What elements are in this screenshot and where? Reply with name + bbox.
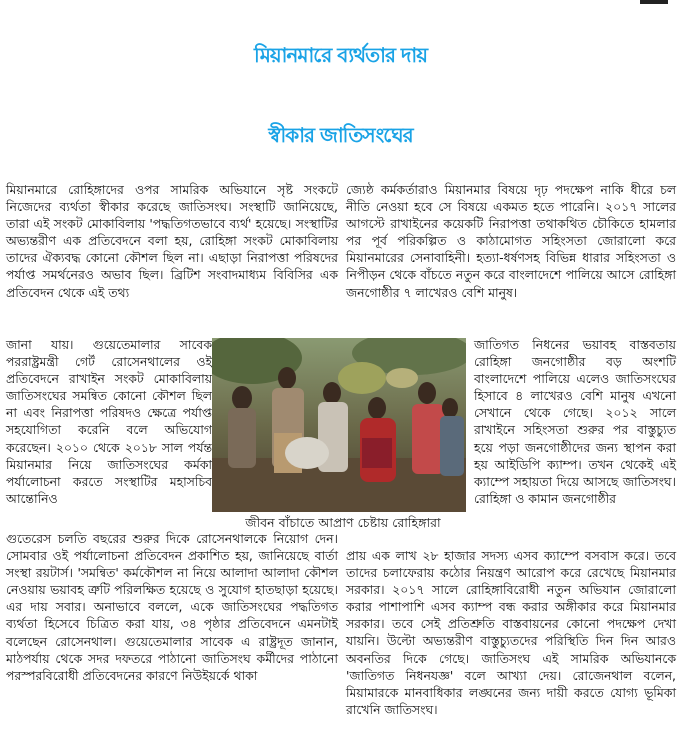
- article-paragraph: মিয়ানমারে রোহিঙ্গাদের ওপর সামরিক অভিযানে সৃষ্ট সংকটে নিজেদের ব্যর্থতা স্বীকার করেছে জাতিসংঘ। সংস্থাটি জানিয়েছে, তারা এই সংকট মোকাবিলায় 'পদ্ধতিগতভাবে ব্যর্থ' হয়েছে। সংস্থাটির অভ্যন্তরীণ এক প্রতিবেদনে বলা হয়, রোহিঙ্গা সংকট মোকাবিলায় তাদের ঐক্যবদ্ধ কোনো কৌশল ছিল না। এছাড়া নিরাপত্তা পরিষদের পর্যাপ্ত সমর্থনেরও অভাব ছিল। ব্রিটিশ সংবাদমাধ্যম বিবিসির এক প্রতিবেদন থেকে এই তথ্য: [6, 182, 338, 300]
- article-column-right-bottom: [346, 547, 676, 718]
- article-paragraph: প্রায় এক লাখ ২৮ হাজার সদস্য এসব ক্যাম্পে বসবাস করে। তবে তাদের চলাফেরায় কঠোর নিয়ন্ত্রণ আরোপ করে রেখেছে মিয়ানমার সরকার। ২০১৭ সালে রোহিঙ্গাবিরোধী নতুন অভিযান জোরালো করার পাশাপাশি এসব ক্যাম্প বন্ধ করার অঙ্গীকার করে মিয়ানমার সরকার। তবে সেই প্রতিশ্রুতি বাস্তবায়নের কোনো পদক্ষেপ দেখা যায়নি। উল্টো অভ্যন্তরীণ বাস্তুচ্যুতদের পরিস্থিতি দিন দিন আরও অবনতির দিকে গেছে। জাতিসংঘ এই সামরিক অভিযানকে 'জাতিগত নিধনযজ্ঞ' বলে আখ্যা দেয়। রোজেনথাল বলেন, মিয়ামারকে মানবাধিকার লঙ্ঘনের জন্য দায়ী করতে যোগ্য ভূমিকা রাখেনি জাতিসংঘ।: [346, 548, 676, 717]
- article-paragraph: গুতেরেস চলতি বছরের শুরুর দিকে রোসেনথালকে নিয়োগ দেন। সোমবার ওই পর্যালোচনা প্রতিবেদন প্রকাশিত হয়, জানিয়েছে বার্তা সংস্থা রয়টার্স। 'সমন্বিত' কর্মকৌশল না নিয়ে আলাদা আলাদা কৌশল নেওয়ায় ভয়াবহ ত্রুটি পরিলক্ষিত হয়েছে ও সুযোগ হাতছাড়া হয়েছে। এর দায় সবার। অনাভাবে বললে, একে জাতিসংঘের পদ্ধতিগত ব্যর্থতা হিসেবে চিত্রিত করা যায়, ৩৪ পৃষ্ঠার প্রতিবেদনে এমনটাই বলেছেন রোসেনথাল। গুয়েতেমালার সাবেক এ রাষ্ট্রদূত জানান, মাঠপর্যায় থেকে সদর দফতরে পাঠানো জাতিসংঘ কর্মীদের পাঠানো পরস্পরবিরোধী প্রতিবেদনের কারণে নিউইয়র্কে থাকা: [6, 531, 338, 683]
- article-paragraph: জানা যায়। গুয়েতেমালার সাবেক পররাষ্ট্রমন্ত্রী গের্ট রোসেনথালের ওই প্রতিবেদনে রাখাইন সংকট মোকাবিলায় জাতিসংঘের সমন্বিত কোনো কৌশল ছিল না এবং নিরাপত্তা পরিষদও ক্ষেত্রে পর্যাপ্ত সহযোগিতা করেনি বলে অভিযোগ করেছেন। ২০১০ থেকে ২০১৮ সাল পর্যন্ত মিয়ানমার নিয়ে জাতিসংঘের কর্মকা পর্যালোচনা করতে সংস্থাটির মহাসচিব আন্তোনিও: [6, 337, 212, 506]
- headline: [0, 0, 681, 178]
- article-column-left-top: [6, 181, 338, 301]
- article-column-right-middle: [474, 336, 676, 507]
- headline-line-2: স্বীকার জাতিসংঘের: [268, 123, 413, 147]
- article-paragraph: জ্যেষ্ঠ কর্মকর্তারাও মিয়ানমার বিষয়ে দৃঢ় পদক্ষেপ নাকি ধীরে চল নীতি নেওয়া হবে সে বিষয়ে একমত হতে পারেনি। ২০১৭ সালের আগস্টে রাখাইনের কয়েকটি নিরাপত্তা তথাকথিত চৌকিতে হামলার পর পূর্ব পরিকল্পিত ও কাঠামোগত সহিংসতা জোরালো করে মিয়ানমারের সেনাবাহিনী। হত্যা-ধর্ষণসহ বিভিন্ন ধারার সহিংসতা ও নিপীড়ন থেকে বাঁচতে নতুন করে বাংলাদেশে পালিয়ে আসে রোহিঙ্গা জনগোষ্ঠীর ৭ লাখেরও বেশি মানুষ।: [346, 182, 676, 300]
- photo-caption: জীবন বাঁচাতে আপ্রাণ চেষ্টায় রোহিঙ্গারা: [245, 515, 441, 530]
- article-paragraph: জাতিগত নিধনের ভয়াবহ বাস্তবতায় রোহিঙ্গা জনগোষ্ঠীর বড় অংশটি বাংলাদেশে পালিয়ে এলেও জাতিসংঘের হিসাবে ৪ লাখেরও বেশি মানুষ এখনো সেখানে থেকে গেছে। ২০১২ সালে রাখাইনে সহিংসতা শুরুর পর বাস্তুচ্যুত হয়ে পড়া জনগোষ্ঠীদের জন্য স্থাপন করা হয় আইডিপি ক্যাম্প। তখন থেকেই এই ক্যাম্পে সহায়তা দিয়ে আসছে জাতিসংঘ। রোহিঙ্গা ও কামান জনগোষ্ঠীর: [474, 337, 676, 506]
- refugees-photo-illustration: [212, 338, 466, 512]
- article-column-left-middle: [6, 336, 212, 507]
- article-column-left-bottom: [6, 530, 338, 684]
- news-photo: [212, 338, 466, 512]
- headline-line-1: মিয়ানমারে ব্যর্থতার দায়: [254, 43, 427, 67]
- article-column-right-top: [346, 181, 676, 301]
